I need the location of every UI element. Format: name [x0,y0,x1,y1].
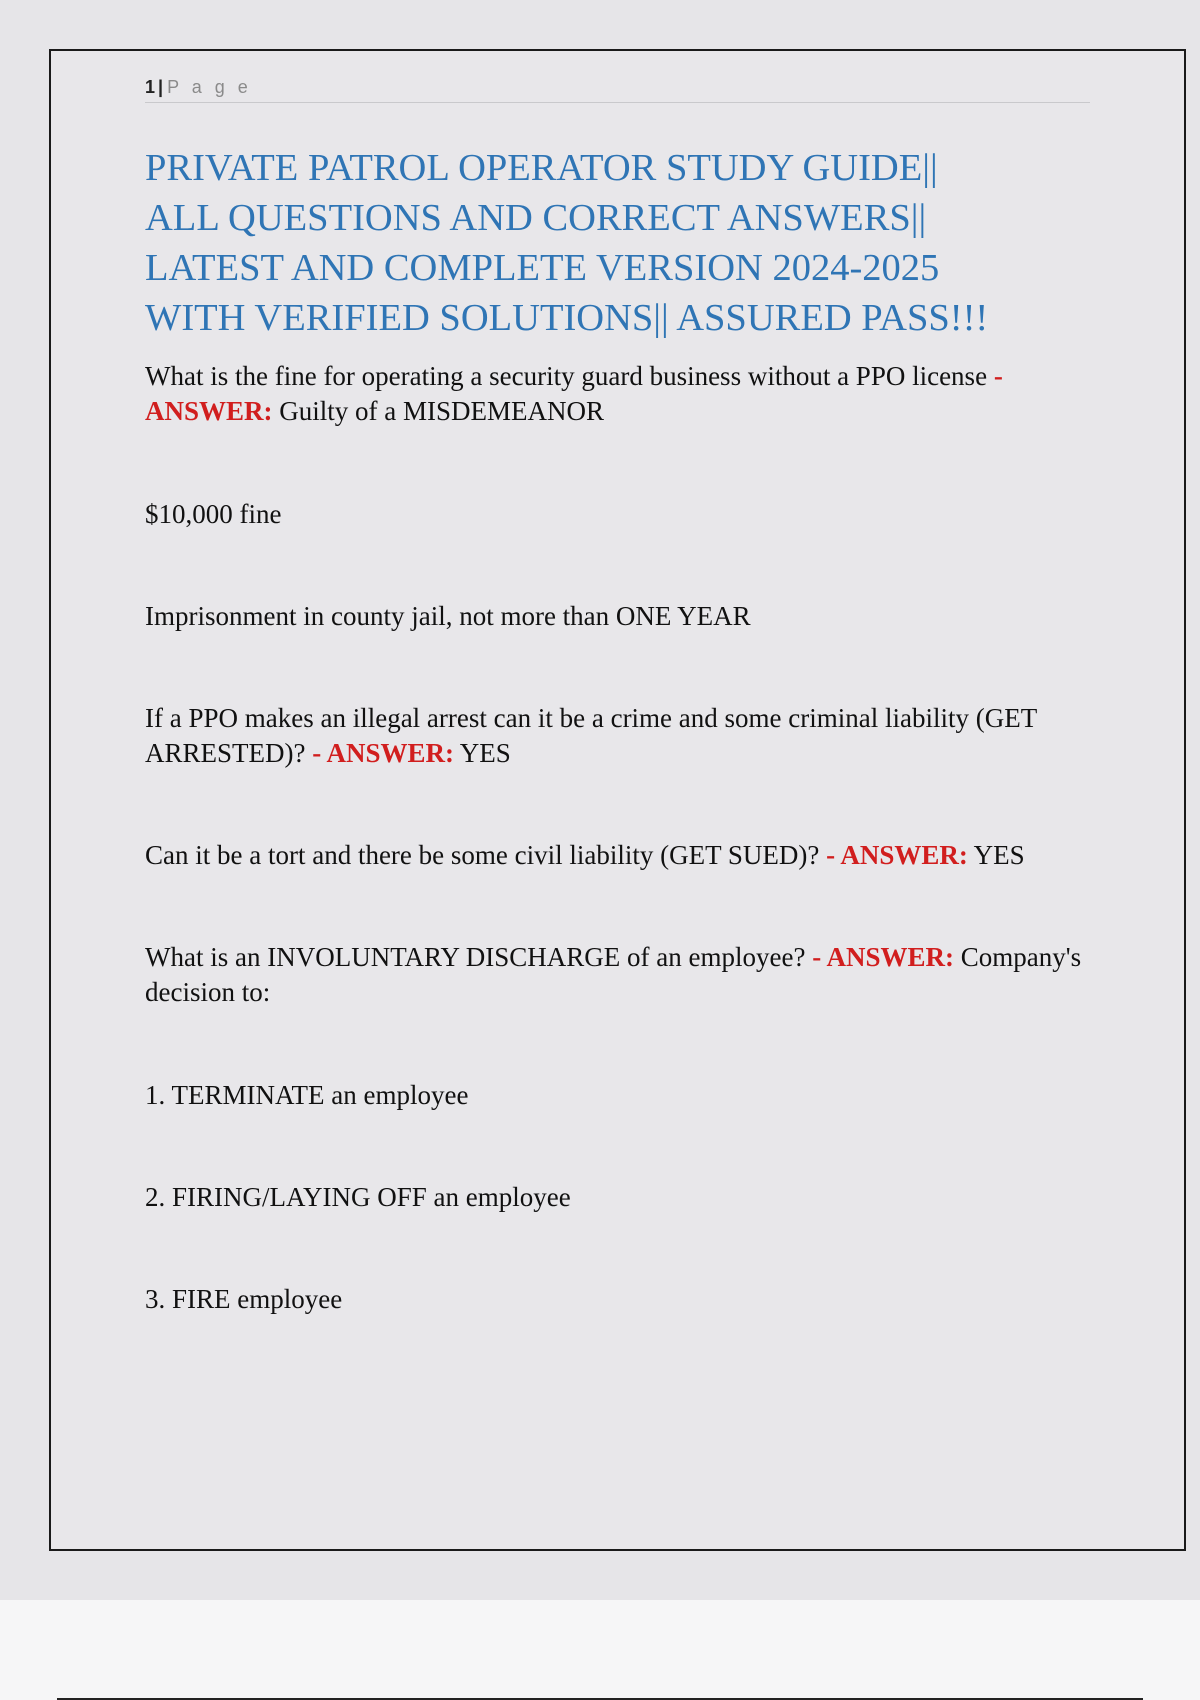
answer-label: - ANSWER: [312,738,454,768]
list-item: 1. TERMINATE an employee [145,1080,469,1110]
question-text: If a PPO makes an illegal arrest can it be a crime and some criminal liability (GET ARRESTED)? [145,703,1037,768]
question-text: What is the fine for operating a security guard business without a PPO license [145,361,994,391]
answer-text: Guilty of a MISDEMEANOR [272,396,605,426]
qa-item-1 [145,359,1095,429]
page-header [145,74,1090,103]
page-number: 1 [145,77,156,97]
question-text: What is an INVOLUNTARY DISCHARGE of an employee? [145,942,813,972]
header-separator: | [158,77,164,97]
answer-label: - ANSWER: [812,942,954,972]
qa-item-3 [145,838,1095,873]
answer-detail: Imprisonment in county jail, not more than ONE YEAR [145,601,751,631]
answer-text: Company's decision to: [145,942,1082,1007]
question-text: Can it be a tort and there be some civil liability (GET SUED)? [145,840,827,870]
list-item: 3. FIRE employee [145,1284,343,1314]
answer-label: - ANSWER: [826,840,968,870]
qa-item-4 [145,940,1095,1010]
page-label: P a g e [167,77,252,97]
list-item: 2. FIRING/LAYING OFF an employee [145,1182,571,1212]
qa-item-2 [145,701,1095,771]
next-page-area [0,1600,1200,1700]
answer-detail: $10,000 fine [145,499,282,529]
answer-label: - ANSWER: [145,361,1003,426]
qa-content [145,359,1095,1317]
answer-text: YES [967,840,1025,870]
document-title: PRIVATE PATROL OPERATOR STUDY GUIDE|| ALL QUESTIONS AND CORRECT ANSWERS|| LATEST AND COMPLETE VERSION 2024-2025 WITH VERIFIED SOLUTIONS|| ASSURED PASS!!! [145,147,989,339]
answer-text: YES [454,738,511,768]
